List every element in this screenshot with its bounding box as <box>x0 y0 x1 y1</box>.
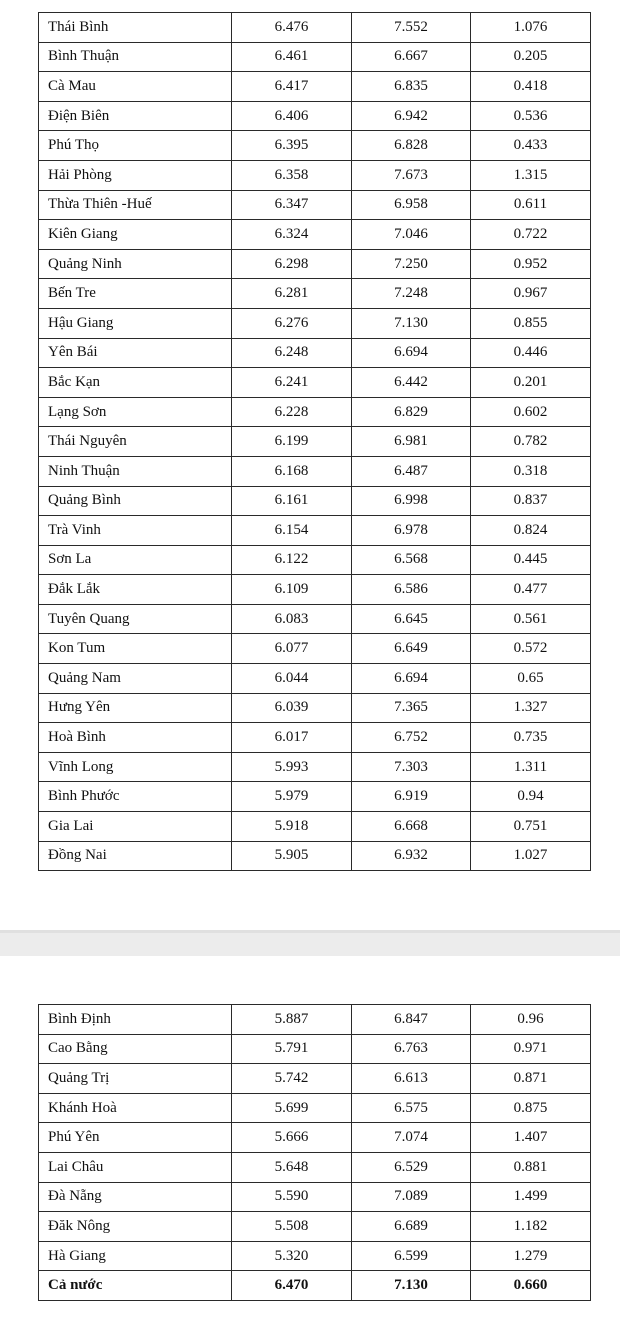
value-2-cell: 6.649 <box>352 634 471 664</box>
difference-cell: 0.94 <box>471 782 591 812</box>
value-2-cell: 7.130 <box>352 1271 471 1301</box>
value-1-cell: 6.241 <box>232 368 352 398</box>
value-2-cell: 7.673 <box>352 160 471 190</box>
province-name-cell: Trà Vinh <box>39 516 232 546</box>
value-1-cell: 6.298 <box>232 249 352 279</box>
difference-cell: 1.027 <box>471 841 591 871</box>
page-break <box>0 930 620 956</box>
province-name-cell: Bình Định <box>39 1005 232 1035</box>
table-row <box>39 693 591 723</box>
difference-cell: 0.561 <box>471 604 591 634</box>
difference-cell: 0.418 <box>471 72 591 102</box>
province-name-cell: Thừa Thiên -Huế <box>39 190 232 220</box>
table-row <box>39 308 591 338</box>
table-row <box>39 664 591 694</box>
value-1-cell: 6.324 <box>232 220 352 250</box>
table-row <box>39 1212 591 1242</box>
province-table-page-2 <box>38 1004 591 1301</box>
table-row <box>39 368 591 398</box>
difference-cell: 0.855 <box>471 308 591 338</box>
table-row <box>39 160 591 190</box>
value-2-cell: 7.046 <box>352 220 471 250</box>
difference-cell: 0.611 <box>471 190 591 220</box>
value-1-cell: 6.161 <box>232 486 352 516</box>
table-row <box>39 1093 591 1123</box>
province-name-cell: Kiên Giang <box>39 220 232 250</box>
province-name-cell: Bình Thuận <box>39 42 232 72</box>
page-break-shadow <box>0 930 620 933</box>
table-row <box>39 1182 591 1212</box>
table-row <box>39 604 591 634</box>
table-row <box>39 397 591 427</box>
province-name-cell: Phú Thọ <box>39 131 232 161</box>
value-2-cell: 6.487 <box>352 456 471 486</box>
value-1-cell: 5.666 <box>232 1123 352 1153</box>
value-2-cell: 6.613 <box>352 1064 471 1094</box>
value-2-cell: 7.365 <box>352 693 471 723</box>
province-name-cell: Vĩnh Long <box>39 752 232 782</box>
difference-cell: 1.327 <box>471 693 591 723</box>
value-1-cell: 5.648 <box>232 1152 352 1182</box>
province-name-cell: Thái Nguyên <box>39 427 232 457</box>
value-1-cell: 6.406 <box>232 101 352 131</box>
value-1-cell: 5.590 <box>232 1182 352 1212</box>
value-1-cell: 5.905 <box>232 841 352 871</box>
province-name-cell: Bắc Kạn <box>39 368 232 398</box>
value-2-cell: 6.978 <box>352 516 471 546</box>
table-row <box>39 782 591 812</box>
province-name-cell: Kon Tum <box>39 634 232 664</box>
difference-cell: 1.182 <box>471 1212 591 1242</box>
province-name-cell: Lạng Sơn <box>39 397 232 427</box>
table-row <box>39 841 591 871</box>
value-1-cell: 6.461 <box>232 42 352 72</box>
value-1-cell: 6.470 <box>232 1271 352 1301</box>
table-row <box>39 1241 591 1271</box>
table-row <box>39 42 591 72</box>
value-1-cell: 6.417 <box>232 72 352 102</box>
province-name-cell: Hải Phòng <box>39 160 232 190</box>
province-name-cell: Đà Nẵng <box>39 1182 232 1212</box>
difference-cell: 1.315 <box>471 160 591 190</box>
value-1-cell: 6.154 <box>232 516 352 546</box>
province-name-cell: Cà Mau <box>39 72 232 102</box>
difference-cell: 0.751 <box>471 812 591 842</box>
value-2-cell: 6.529 <box>352 1152 471 1182</box>
difference-cell: 0.967 <box>471 279 591 309</box>
value-1-cell: 6.017 <box>232 723 352 753</box>
difference-cell: 0.660 <box>471 1271 591 1301</box>
value-1-cell: 5.320 <box>232 1241 352 1271</box>
table-row <box>39 456 591 486</box>
table-row <box>39 249 591 279</box>
table-row <box>39 486 591 516</box>
value-2-cell: 6.998 <box>352 486 471 516</box>
difference-cell: 0.433 <box>471 131 591 161</box>
province-table-page-1 <box>38 12 591 871</box>
province-name-cell: Tuyên Quang <box>39 604 232 634</box>
difference-cell: 0.572 <box>471 634 591 664</box>
value-2-cell: 6.752 <box>352 723 471 753</box>
value-1-cell: 6.476 <box>232 13 352 43</box>
table-row <box>39 72 591 102</box>
value-2-cell: 6.981 <box>352 427 471 457</box>
value-1-cell: 6.228 <box>232 397 352 427</box>
difference-cell: 0.871 <box>471 1064 591 1094</box>
value-1-cell: 6.199 <box>232 427 352 457</box>
difference-cell: 0.318 <box>471 456 591 486</box>
value-2-cell: 6.689 <box>352 1212 471 1242</box>
province-name-cell: Quảng Bình <box>39 486 232 516</box>
difference-cell: 0.65 <box>471 664 591 694</box>
province-name-cell: Hà Giang <box>39 1241 232 1271</box>
value-1-cell: 6.276 <box>232 308 352 338</box>
table-row <box>39 516 591 546</box>
value-2-cell: 6.694 <box>352 338 471 368</box>
value-2-cell: 6.442 <box>352 368 471 398</box>
value-2-cell: 6.694 <box>352 664 471 694</box>
difference-cell: 0.722 <box>471 220 591 250</box>
value-2-cell: 6.668 <box>352 812 471 842</box>
value-1-cell: 5.508 <box>232 1212 352 1242</box>
province-name-cell: Gia Lai <box>39 812 232 842</box>
value-2-cell: 6.568 <box>352 545 471 575</box>
table-row <box>39 1034 591 1064</box>
value-2-cell: 6.586 <box>352 575 471 605</box>
value-1-cell: 6.248 <box>232 338 352 368</box>
table-row <box>39 575 591 605</box>
table-row <box>39 13 591 43</box>
table-row <box>39 279 591 309</box>
value-1-cell: 5.699 <box>232 1093 352 1123</box>
difference-cell: 1.311 <box>471 752 591 782</box>
difference-cell: 0.446 <box>471 338 591 368</box>
value-2-cell: 7.303 <box>352 752 471 782</box>
difference-cell: 0.875 <box>471 1093 591 1123</box>
value-1-cell: 6.395 <box>232 131 352 161</box>
value-2-cell: 6.763 <box>352 1034 471 1064</box>
value-2-cell: 7.552 <box>352 13 471 43</box>
difference-cell: 1.076 <box>471 13 591 43</box>
difference-cell: 0.782 <box>471 427 591 457</box>
value-2-cell: 6.575 <box>352 1093 471 1123</box>
table-row <box>39 545 591 575</box>
difference-cell: 0.96 <box>471 1005 591 1035</box>
value-1-cell: 5.979 <box>232 782 352 812</box>
value-2-cell: 6.667 <box>352 42 471 72</box>
value-2-cell: 7.089 <box>352 1182 471 1212</box>
value-2-cell: 7.074 <box>352 1123 471 1153</box>
value-1-cell: 5.791 <box>232 1034 352 1064</box>
difference-cell: 0.602 <box>471 397 591 427</box>
province-name-cell: Bình Phước <box>39 782 232 812</box>
value-2-cell: 6.828 <box>352 131 471 161</box>
table-row <box>39 752 591 782</box>
value-1-cell: 6.122 <box>232 545 352 575</box>
table-row <box>39 1005 591 1035</box>
value-2-cell: 6.942 <box>352 101 471 131</box>
difference-cell: 1.407 <box>471 1123 591 1153</box>
value-2-cell: 6.645 <box>352 604 471 634</box>
table-row <box>39 812 591 842</box>
value-2-cell: 7.248 <box>352 279 471 309</box>
difference-cell: 0.735 <box>471 723 591 753</box>
difference-cell: 0.445 <box>471 545 591 575</box>
value-1-cell: 5.918 <box>232 812 352 842</box>
value-2-cell: 7.250 <box>352 249 471 279</box>
difference-cell: 0.837 <box>471 486 591 516</box>
table-row <box>39 634 591 664</box>
province-name-cell: Đắk Lắk <box>39 575 232 605</box>
province-name-cell: Thái Bình <box>39 13 232 43</box>
value-2-cell: 6.932 <box>352 841 471 871</box>
province-name-cell: Hoà Bình <box>39 723 232 753</box>
province-name-cell: Đồng Nai <box>39 841 232 871</box>
table-row <box>39 190 591 220</box>
table-row <box>39 427 591 457</box>
province-name-cell: Quảng Trị <box>39 1064 232 1094</box>
province-name-cell: Khánh Hoà <box>39 1093 232 1123</box>
value-1-cell: 6.083 <box>232 604 352 634</box>
value-2-cell: 7.130 <box>352 308 471 338</box>
difference-cell: 0.536 <box>471 101 591 131</box>
value-1-cell: 6.039 <box>232 693 352 723</box>
province-name-cell: Lai Châu <box>39 1152 232 1182</box>
province-name-cell: Yên Bái <box>39 338 232 368</box>
table-row <box>39 220 591 250</box>
table-row <box>39 723 591 753</box>
value-1-cell: 5.993 <box>232 752 352 782</box>
province-name-cell: Ninh Thuận <box>39 456 232 486</box>
value-1-cell: 5.887 <box>232 1005 352 1035</box>
value-1-cell: 6.044 <box>232 664 352 694</box>
difference-cell: 0.971 <box>471 1034 591 1064</box>
province-name-cell: Hậu Giang <box>39 308 232 338</box>
province-name-cell: Quảng Nam <box>39 664 232 694</box>
province-name-cell: Bến Tre <box>39 279 232 309</box>
difference-cell: 0.205 <box>471 42 591 72</box>
table-row <box>39 1064 591 1094</box>
total-row <box>39 1271 591 1301</box>
province-name-cell: Sơn La <box>39 545 232 575</box>
value-1-cell: 6.347 <box>232 190 352 220</box>
table-row <box>39 101 591 131</box>
value-2-cell: 6.835 <box>352 72 471 102</box>
province-name-cell: Cả nước <box>39 1271 232 1301</box>
province-name-cell: Hưng Yên <box>39 693 232 723</box>
value-2-cell: 6.829 <box>352 397 471 427</box>
difference-cell: 0.477 <box>471 575 591 605</box>
difference-cell: 1.499 <box>471 1182 591 1212</box>
value-2-cell: 6.958 <box>352 190 471 220</box>
value-1-cell: 6.358 <box>232 160 352 190</box>
table-row <box>39 1123 591 1153</box>
difference-cell: 0.201 <box>471 368 591 398</box>
difference-cell: 0.824 <box>471 516 591 546</box>
value-1-cell: 6.109 <box>232 575 352 605</box>
difference-cell: 0.881 <box>471 1152 591 1182</box>
value-1-cell: 5.742 <box>232 1064 352 1094</box>
value-2-cell: 6.919 <box>352 782 471 812</box>
province-name-cell: Phú Yên <box>39 1123 232 1153</box>
difference-cell: 0.952 <box>471 249 591 279</box>
value-1-cell: 6.077 <box>232 634 352 664</box>
value-1-cell: 6.281 <box>232 279 352 309</box>
difference-cell: 1.279 <box>471 1241 591 1271</box>
value-2-cell: 6.599 <box>352 1241 471 1271</box>
table-row <box>39 131 591 161</box>
province-name-cell: Điện Biên <box>39 101 232 131</box>
table-row <box>39 1152 591 1182</box>
province-name-cell: Cao Bằng <box>39 1034 232 1064</box>
province-name-cell: Đăk Nông <box>39 1212 232 1242</box>
value-1-cell: 6.168 <box>232 456 352 486</box>
table-row <box>39 338 591 368</box>
province-name-cell: Quảng Ninh <box>39 249 232 279</box>
value-2-cell: 6.847 <box>352 1005 471 1035</box>
